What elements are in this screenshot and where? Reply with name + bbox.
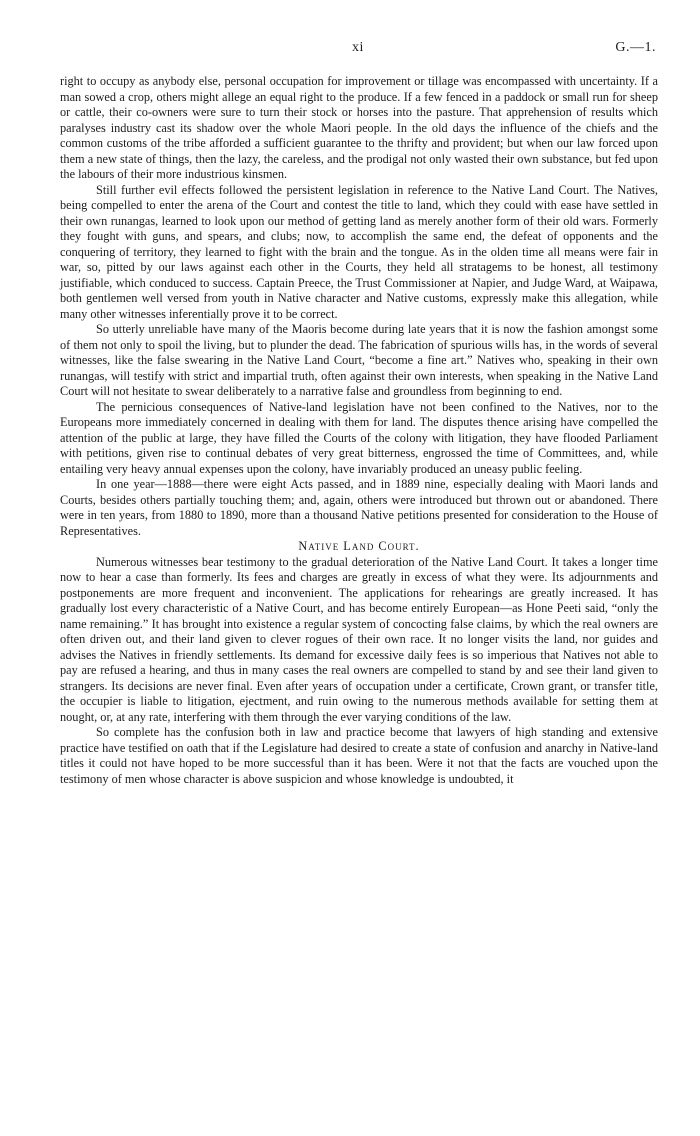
page-number: xi [352,40,364,55]
paragraph-continued: right to occupy as anybody else, personal occupation for improvement or tillage was encompassed with uncertainty. If a man sowed a crop, others might allege an equal right to the produce. If a few fenced in a paddock or small run for sheep or cattle, their co-owners were sure to turn their stock or horses into the pasture. That apprehension of results which paralyses industry cast its shadow over the whole Maori people. In the old days the influence of the chiefs and the common customs of the tribe afforded a sufficient guarantee to the thrifty and provident; but when our law forced upon them a new state of things, then the lazy, the careless, and the prodigal not only wasted their own substance, but fed upon the labours of their more industrious kinsmen. [60,74,658,181]
page-header [60,40,656,62]
body-text [60,74,658,787]
paragraph: So utterly unreliable have many of the Maoris become during late years that it is now the fashion amongst some of them not only to spoil the living, but to plunder the dead. The fabrication of spurious wills has, in the words of several witnesses, like the false swearing in the Native Land Court, “become a fine art.” Natives who, speaking in their own runangas, will testify with strict and impartial truth, often against their own interests, when speaking in the Native Land Court will not hesitate to swear deliberately to a narrative false and groundless from beginning to end. [60,322,658,398]
paragraph: In one year—1888—there were eight Acts passed, and in 1889 nine, especially dealing with Maori lands and Courts, besides others partially touching them; and, again, others were introduced but thrown out or abandoned. There were in ten years, from 1880 to 1890, more than a thousand Native petitions presented for consideration to the House of Representatives. [60,477,658,538]
section-heading: Native Land Court. [298,539,420,553]
paragraph: The pernicious consequences of Native-land legislation have not been confined to the Natives, nor to the Europeans more immediately concerned in dealing with them for land. The disputes thence arising have compelled the attention of the public at large, they have filled the Courts of the colony with litigation, they have flooded Parliament with petitions, given rise to continual debates of very great bitterness, engrossed the time of Committees, and, while entailing very heavy annual expenses upon the colony, have invariably produced an uneasy public feeling. [60,399,658,476]
paragraph: So complete has the confusion both in law and practice become that lawyers of high standing and extensive practice have testified on oath that if the Legislature had desired to create a state of confusion and anarchy in Native-land titles it could not have hoped to be more successful than it has been. Were it not that the facts are vouched upon the testimony of men whose character is above suspicion and whose knowledge is undoubted, it [60,725,658,786]
document-reference: G.—1. [615,40,656,55]
paragraph: Still further evil effects followed the persistent legislation in reference to the Native Land Court. The Natives, being compelled to enter the arena of the Court and contest the title to land, which they could with ease have settled in their own runangas, learned to look upon our method of getting land as merely another form of their old wars. Formerly they fought with guns, and spears, and clubs; now, to accomplish the same end, the defeat of opponents and the conquering of territory, they learned to fight with the brain and the tongue. As in the olden time all means were fair in war, so, pitted by our laws against each other in the Courts, they held all stratagems to be honest, all testimony justifiable, which conduced to success. Captain Preece, the Trust Commissioner at Napier, and Judge Ward, at Waipawa, both gentlemen well versed from youth in Native character and Native customs, expressly make this allegation, while many other witnesses inferentially prove it to be correct. [60,182,658,321]
paragraph: Numerous witnesses bear testimony to the gradual deterioration of the Native Land Court. It takes a longer time now to hear a case than formerly. Its fees and charges are greatly in excess of what they were. Its adjournments and postponements are more frequent and inconvenient. The applications for rehearings are greatly increased. It has gradually lost every characteristic of a Native Court, and has become entirely European—as Hone Peeti said, “only the name remaining.” It has brought into existence a regular system of concocting false claims, by which the real owners are often driven out, and their land given to clever rogues of their own race. It no longer visits the land, nor guides and advises the Natives in friendly settlements. Its demand for excessive daily fees is so imperious that Natives not able to pay are refused a hearing, and thus in many cases the real owners are compelled to stand by and see their land given to strangers. Its decisions are never final. Even after years of occupation under a certificate, Crown grant, or transfer title, the occupier is liable to litigation, ejectment, and ruin owing to the numerous methods available for setting them at nought, or, at any rate, interfering with them through the ever varying conditions of the law. [60,554,658,724]
